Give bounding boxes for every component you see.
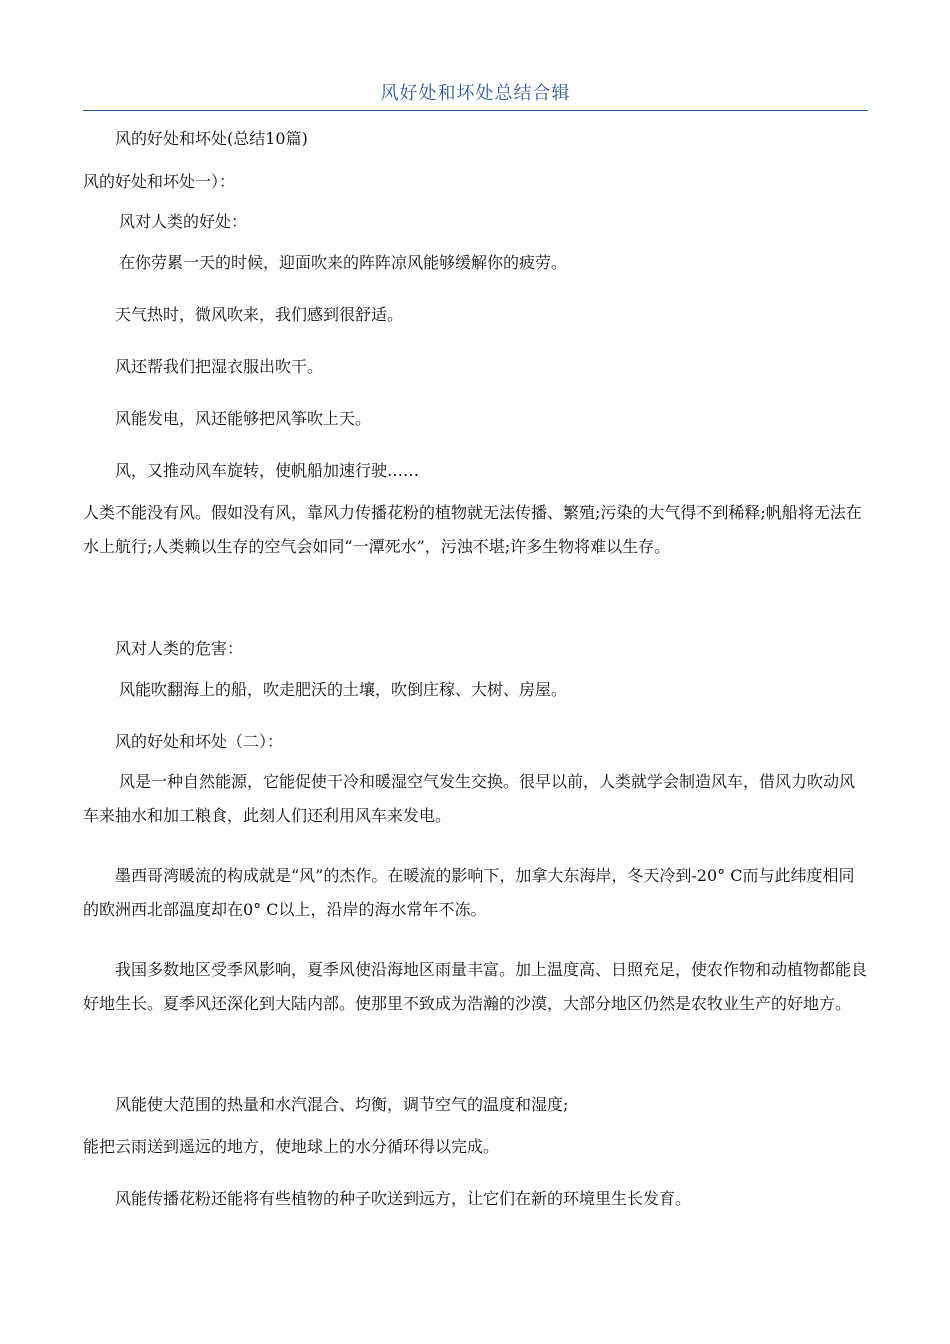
section-2-paragraph-1: 风是一种自然能源，它能促使干冷和暖湿空气发生交换。很早以前，人类就学会制造风车，借风力吹动风车来抽水和加工粮食，此刻人们还利用风车来发电。 <box>83 772 856 825</box>
section-2-paragraph-4b: 能把云雨送到遥远的地方，使地球上的水分循环得以完成。 <box>83 1137 500 1156</box>
section-2-heading: 风的好处和坏处（二）： <box>115 732 284 751</box>
section-2-paragraph-2: 墨西哥湾暖流的构成就是“风”的杰作。在暖流的影响下，加拿大东海岸，冬天冷到-20° C而与此纬度相同的欧洲西北部温度却在0° C以上，沿岸的海水常年不冻。 <box>83 866 855 919</box>
benefit-item-5: 风，又推动风车旋转，使帆船加速行驶…… <box>115 461 420 480</box>
section-2-paragraph-4a: 风能使大范围的热量和水汽混合、均衡，调节空气的温度和湿度; <box>115 1095 569 1114</box>
section-1-heading: 风的好处和坏处一）： <box>83 172 236 191</box>
document-subtitle: 风的好处和坏处(总结10篇) <box>115 129 308 148</box>
section-2-paragraph-5: 风能传播花粉还能将有些植物的种子吹送到远方，让它们在新的环境里生长发育。 <box>115 1189 692 1208</box>
benefit-item-2: 天气热时，微风吹来，我们感到很舒适。 <box>115 305 404 324</box>
harm-item-1: 风能吹翻海上的船，吹走肥沃的土壤，吹倒庄稼、大树、房屋。 <box>119 680 568 699</box>
benefit-item-1: 在你劳累一天的时候，迎面吹来的阵阵凉风能够缓解你的疲劳。 <box>119 253 568 272</box>
no-wind-paragraph: 人类不能没有风。假如没有风，靠风力传播花粉的植物就无法传播、繁殖;污染的大气得不到稀释;帆船将无法在水上航行;人类赖以生存的空气会如同“一潭死水”，污浊不堪;许多生物将难以生存。 <box>83 503 862 556</box>
benefit-item-3: 风还帮我们把湿衣服出吹干。 <box>115 357 324 376</box>
header-title: 风好处和坏处总结合辑 <box>380 83 571 104</box>
harms-heading: 风对人类的危害： <box>115 639 244 658</box>
page-header <box>83 80 868 111</box>
benefit-item-4: 风能发电，风还能够把风筝吹上天。 <box>115 409 372 428</box>
benefits-heading: 风对人类的好处： <box>119 212 248 231</box>
section-2-paragraph-3: 我国多数地区受季风影响，夏季风使沿海地区雨量丰富。加上温度高、日照充足，使农作物和动植物都能良好地生长。夏季风还深化到大陆内部。使那里不致成为浩瀚的沙漠，大部分地区仍然是农牧业生产的好地方。 <box>83 960 868 1013</box>
